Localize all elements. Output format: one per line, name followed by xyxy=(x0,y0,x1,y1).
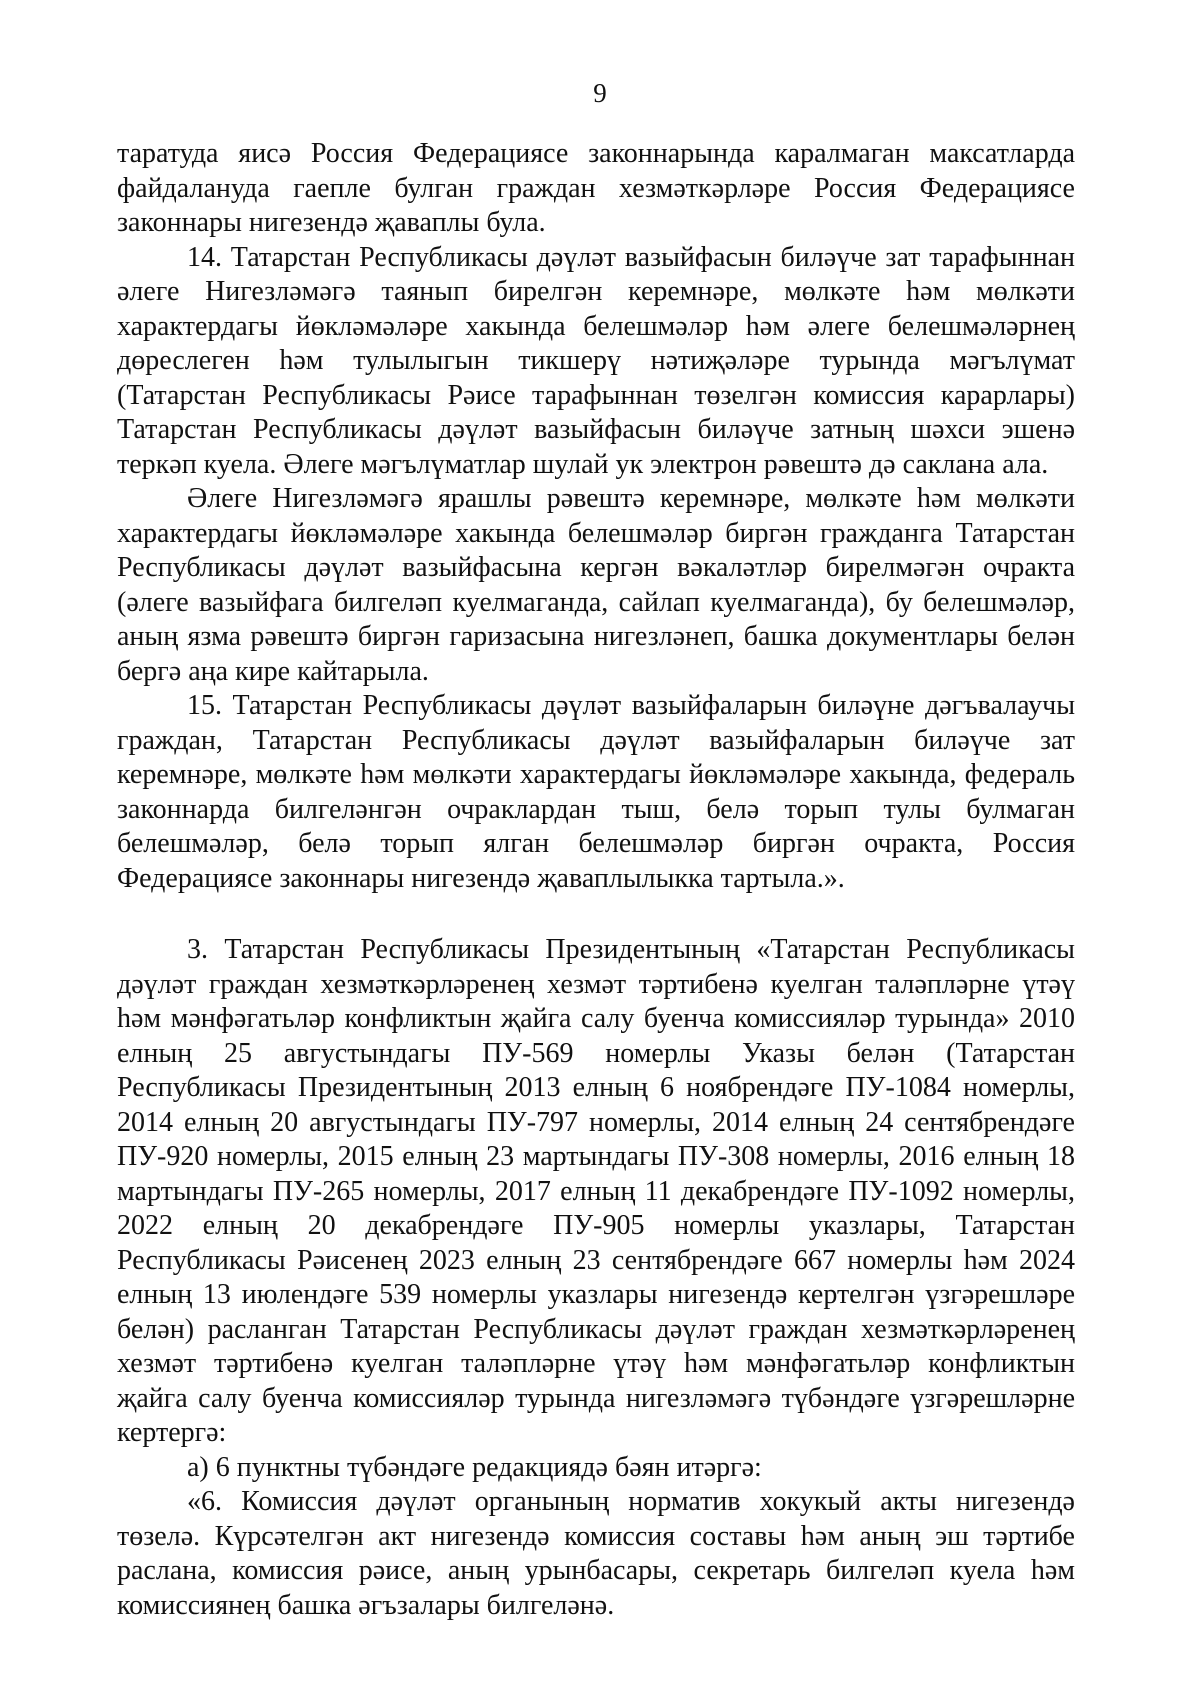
paragraph-subitem-a: а) 6 пунктны түбәндәге редакциядә бәян итәргә: xyxy=(187,1451,762,1483)
document-body xyxy=(117,137,1075,1623)
paragraph-item-6-quote: «6. Комиссия дәүләт органының норматив хокукый акты нигезендә төзелә. Күрсәтелгән акт нигезендә комиссия составы һәм аның эш тәртибе раслана, комиссия рәисе, аның урынбасары, секретарь билгеләп куела һәм комиссиянең башка әгъзалары билгеләнә. xyxy=(117,1486,1075,1621)
paragraph-item-14: 14. Татарстан Республикасы дәүләт вазыйфасын биләүче зат тарафыннан әлеге Нигезләмәгә таянып бирелгән керемнәре, мөлкәте һәм мөлкәти характердагы йөкләмәләре хакында белешмәләр һәм әлеге белешмәләрнең дөреслеген һәм тулылыгын тикшерү нәтиҗәләре турында мәгълүмат (Татарстан Республикасы Рәисе тарафыннан төзелгән комиссия карарлары) Татарстан Республикасы дәүләт вазыйфасын биләүче затның шәхси эшенә теркәп куела. Әлеге мәгълүматлар шулай ук электрон рәвештә дә саклана ала. xyxy=(117,241,1075,480)
paragraph-item-15: 15. Татарстан Республикасы дәүләт вазыйфаларын биләүне дәгъвалаучы граждан, Татарстан Республикасы дәүләт вазыйфаларын биләүче зат керемнәре, мөлкәте һәм мөлкәти характердагы йөкләмәләре хакында, федераль законнарда билгеләнгән очраклардан тыш, белә торып тулы булмаган белешмәләр, белә торып ялган белешмәләр биргән очракта, Россия Федерациясе законнары нигезендә җаваплылыкка тартыла.». xyxy=(117,690,1075,894)
paragraph-continuation: таратуда яисә Россия Федерациясе законнарында каралмаган максатларда файдалануда гаепле булган граждан хезмәткәрләре Россия Федерациясе законнары нигезендә җаваплы була. xyxy=(117,138,1075,238)
paragraph-item-14-continued: Әлеге Нигезләмәгә ярашлы рәвештә керемнәре, мөлкәте һәм мөлкәти характердагы йөкләмәләре хакында белешмәләр биргән гражданга Татарстан Республикасы дәүләт вазыйфасына кергән вәкаләтләр бирелмәгән очракта (әлеге вазыйфага билгеләп куелмаганда, сайлап куелмаганда), бу белешмәләр, аның язма рәвештә биргән гаризасына нигезләнеп, башка документлары белән бергә аңа кире кайтарыла. xyxy=(117,483,1075,687)
paragraph-section-3: 3. Татарстан Республикасы Президентының «Татарстан Республикасы дәүләт граждан хезмәткәрләренең хезмәт тәртибенә куелган таләпләрне үтәү һәм мәнфәгатьләр конфликтын җайга салу буенча комиссияләр турында» 2010 елның 25 августындагы ПУ-569 номерлы Указы белән (Татарстан Республикасы Президентының 2013 елның 6 ноябрендәге ПУ-1084 номерлы, 2014 елның 20 августындагы ПУ-797 номерлы, 2014 елның 24 сентябрендәге ПУ-920 номерлы, 2015 елның 23 мартындагы ПУ-308 номерлы, 2016 елның 18 мартындагы ПУ-265 номерлы, 2017 елның 11 декабрендәге ПУ-1092 номерлы, 2022 елның 20 декабрендәге ПУ-905 номерлы указлары, Татарстан Республикасы Рәисенең 2023 елның 23 сентябрендәге 667 номерлы һәм 2024 елның 13 июлендәге 539 номерлы указлары нигезендә кертелгән үзгәрешләре белән) расланган Татарстан Республикасы дәүләт граждан хезмәткәрләренең хезмәт тәртибенә куелган таләпләрне үтәү һәм мәнфәгатьләр конфликтын җайга салу буенча комиссияләр турында нигезләмәгә түбәндәге үзгәрешләрне кертергә: xyxy=(117,934,1075,1448)
page-number: 9 xyxy=(593,78,607,108)
